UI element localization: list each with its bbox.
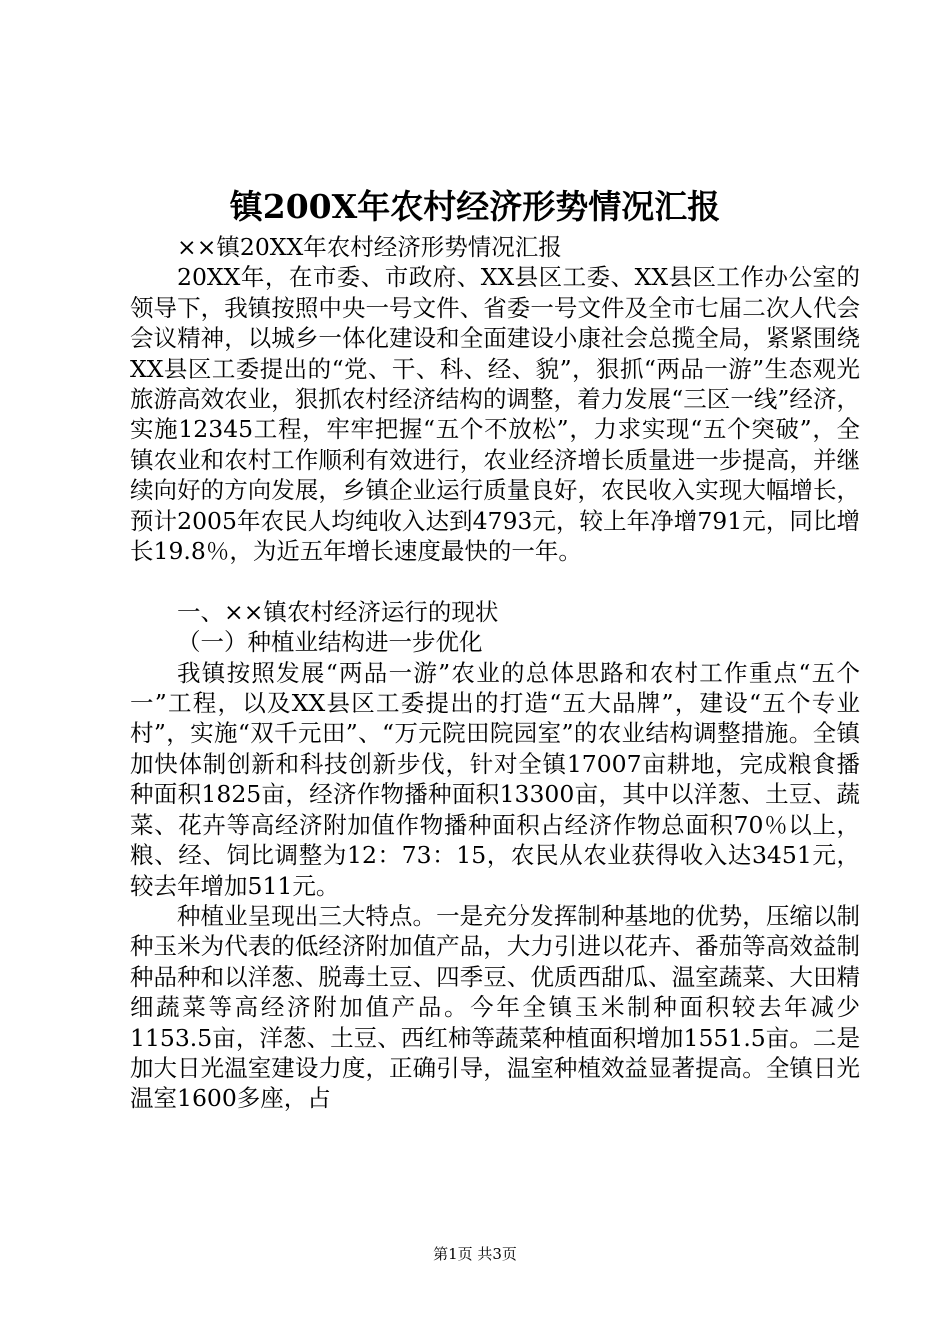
document-title: 镇200X年农村经济形势情况汇报 (229, 187, 721, 226)
paragraph-spacer (130, 566, 860, 596)
section-heading: 一、××镇农村经济运行的现状 (177, 597, 499, 626)
document-body (130, 232, 860, 1114)
page-number: 第1页 共3页 (433, 1245, 517, 1263)
subtitle-paragraph: ××镇20XX年农村经济形势情况汇报 (177, 233, 562, 261)
body-paragraph: 我镇按照发展“两品一游”农业的总体思路和农村工作重点“五个一”工程，以及XX县区工委提出的打造“五大品牌”，建设“五个专业村”，实施“双千元田”、“万元院田院园室”的农业结构调整措施。全镇加快体制创新和科技创新步伐，针对全镇17007亩耕地，完成粮食播种面积1825亩，经济作物播种面积13300亩，其中以洋葱、土豆、蔬菜、花卉等高经济附加值作物播种面积占经济作物总面积70％以上，粮、经、饲比调整为12：73：15，农民从农业获得收入达3451元，较去年增加511元。 (130, 658, 860, 900)
intro-paragraph: 20XX年，在市委、市政府、XX县区工委、XX县区工作办公室的领导下，我镇按照中央一号文件、省委一号文件及全市七届二次人代会会议精神，以城乡一体化建设和全面建设小康社会总揽全局，紧紧围绕XX县区工委提出的“党、干、科、经、貌”，狠抓“两品一游”生态观光旅游高效农业，狠抓农村经济结构的调整，着力发展“三区一线”经济，实施12345工程，牢牢把握“五个不放松”，力求实现“五个突破”，全镇农业和农村工作顺利有效进行，农业经济增长质量进一步提高，并继续向好的方向发展，乡镇企业运行质量良好，农民收入实现大幅增长，预计2005年农民人均纯收入达到4793元，较上年净增791元，同比增长19.8％，为近五年增长速度最快的一年。 (130, 263, 860, 566)
subsection-heading: （一）种植业结构进一步优化 (177, 628, 483, 657)
body-paragraph: 种植业呈现出三大特点。一是充分发挥制种基地的优势，压缩以制种玉米为代表的低经济附加值产品，大力引进以花卉、番茄等高效益制种品种和以洋葱、脱毒土豆、四季豆、优质西甜瓜、温室蔬菜、大田精细蔬菜等高经济附加值产品。今年全镇玉米制种面积较去年减少1153.5亩，洋葱、土豆、西红柿等蔬菜种植面积增加1551.5亩。二是加大日光温室建设力度，正确引导，温室种植效益显著提高。全镇日光温室1600多座，占 (130, 901, 860, 1113)
